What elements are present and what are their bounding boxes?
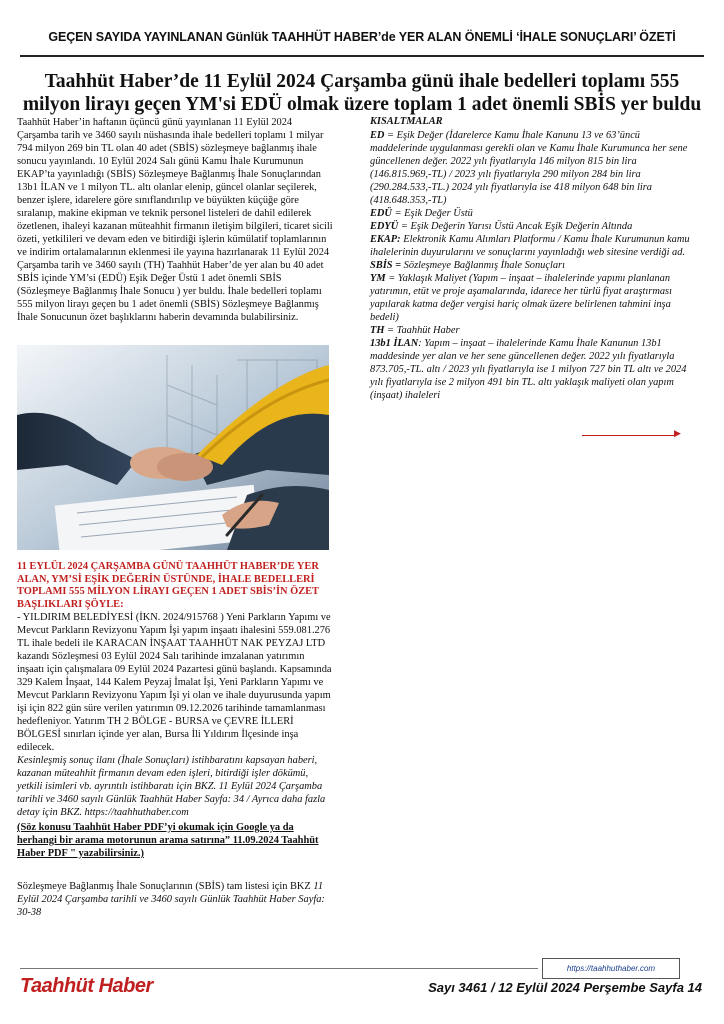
abbreviation-separator: =	[385, 273, 398, 284]
page-top-title: GEÇEN SAYIDA YAYINLANAN Günlük TAAHHÜT HABER’de YER ALAN ÖNEMLİ ‘İHALE SONUÇLARI’ ÖZETİ	[48, 30, 676, 44]
left-column	[17, 116, 333, 324]
left-lower-block	[17, 561, 333, 919]
abbreviation-separator: =	[391, 208, 405, 219]
website-link[interactable]: https://taahhuthaber.com	[542, 958, 680, 979]
abbreviation-item	[370, 337, 695, 402]
intro-paragraph: Taahhüt Haber’in haftanın üçüncü günü yayınlanan 11 Eylül 2024 Çarşamba tarih ve 3460 sayılı nüshasında ihale bedelleri toplamı 1 milyar 794 milyon 269 bin TL olan 40 adet (SBİS) sözleşmeye bağlanmış ihale sonucu yayınlandı. 10 Eylül 2024 Salı günü Kamu İhale Kurumunun EKAP’ta yayınladığı (SBİS) Sözleşmeye Bağlanmış İhale Sonuçlarından 13b1 İLAN ve 1 milyon TL. altı olanlar elenip, güncel olanlar seçilerek, benzer işlere, idarelere göre sınıflandırılıp ve büyükten küçüğe göre sıralanıp, makine ekipman ve teknik personel listeleri de dahil edilerek özetlenen, ihaleyi kazanan müteahhit firmanın iletişim bilgileri, ticaret sicili özeti, yetkilileri ve devam eden ve bitirdiği işlerin kümülatif toplamlarının ve indirim ortalamalarının eklenmesi ile yayına hazırlanarak 11 Eylül 2024 Çarşamba tarih ve 3460 sayılı (TH) Taahhüt Haber’de yer alan bu 40 adet SBİS içinde YM’si (EDÜ) Eşik Değer Üstü 1 adet önemli SBİS (Sözleşmeye Bağlanmış İhale Sonucu ) yer buldu. İhale bedelleri toplamı 555 milyon lirayı geçen bu 1 adet önemli (SBİS) Sözleşmeye Bağlanmış İhale Sonucunun özet başlıklarını haberin devamında bulabilirsiniz.	[17, 117, 333, 323]
tender-item: - YILDIRIM BELEDİYESİ (İKN. 2024/915768 ) Yeni Parkların Yapımı ve Mevcut Parkların Revizyonu Yapım İşi yapım inşaatı ihalesini 559.081.276 TL ihale bedeli ile KARACAN İNŞAAT TAAHHÜT NAK PEYZAJ LTD kazandı Sözleşmesi 03 Eylül 2024 Salı tarihinde imzalanan yatırımın inşaatı için çalışmalara 09 Eylül 2024 Pazartesi günü başlandı. Kapsamında 329 Kalem İnşaat, 144 Kalem Peyzaj İmalat İşi, Yeni Parkların Yapımı ve Mevcut Parkların Revizyonu Yapım İşi yi olan ve ihale duyurusunda yapım işi için 822 gün süre verilen yatırımın 09.12.2026 tarihinde tamamlanması hedefleniyor. Yatırım TH 2 BÖLGE - BURSA ve ÇEVRE İLLERİ BÖLGESİ sınırları içinde yer alan, Bursa İli Yıldırım İlçesinde inşa edilecek.	[17, 612, 332, 753]
abbreviation-text: Yapım – inşaat – ihalelerinde Kamu İhale Kanunun 13b1 maddesinde yer alan ve her sene güncellenen değer. 2022 yılı fiyatlarıyla 873.705,-TL. altı / 2023 yılı fiyatlarıyla ise 1 milyon 727 bin TL altı ve 2024 yılı fiyatlarıyla ise 2 milyon 491 bin TL. altı yaklaşık maliyeti olan yapım (inşaat) ihaleleri	[370, 338, 687, 401]
abbreviation-separator: =	[384, 325, 397, 336]
abbreviation-key: 13b1 İLAN	[370, 338, 419, 349]
top-divider	[20, 55, 704, 57]
abbreviation-key: TH	[370, 325, 385, 336]
full-list-prefix: Sözleşmeye Bağlanmış İhale Sonuçlarının (SBİS) tam listesi için BKZ	[17, 881, 314, 892]
article-photo	[17, 345, 329, 550]
full-list-source: 11 Eylül 2024 Çarşamba tarihli ve 3460 sayılı Günlük Taahhüt Haber Sayfa: 30-38	[17, 881, 325, 918]
abbreviations-panel	[370, 116, 695, 402]
abbreviation-key: EDYÜ	[370, 221, 399, 232]
abbreviation-text: Elektronik Kamu Alımları Platformu / Kamu İhale Kurumunun kamu ihalelerinin duyurularını ve sonuçlarını yayınladığı web sitesine verdiği ad.	[370, 234, 690, 258]
abbreviation-key: ED	[370, 130, 385, 141]
abbreviation-separator: :	[418, 338, 425, 349]
abbreviation-key: EDÜ	[370, 208, 392, 219]
brand-logo: Taahhüt Haber	[20, 975, 153, 997]
abbreviation-item	[370, 259, 695, 272]
summary-heading: 11 EYLÜL 2024 ÇARŞAMBA GÜNÜ TAAHHÜT HABER’DE YER ALAN, YM’Sİ EŞİK DEĞERİN ÜSTÜNDE, İHALE BEDELLERİ TOPLAMI 555 MİLYON LİRAYI GEÇEN 1 ADET SBİS’İN ÖZET BAŞLIKLARI ŞÖYLE:	[17, 561, 319, 610]
issue-info: Sayı 3461 / 12 Eylül 2024 Perşembe Sayfa 14	[428, 980, 702, 995]
abbreviation-key: EKAP:	[370, 234, 401, 245]
abbreviation-text: Eşik Değerin Yarısı Üstü Ancak Eşik Değerin Altında	[410, 221, 633, 232]
abbreviation-text: Sözleşmeye Bağlanmış İhale Sonuçları	[403, 260, 565, 271]
abbreviation-key: SBİS =	[370, 260, 402, 271]
handshake-photo-illustration	[17, 345, 329, 550]
abbreviation-key: YM	[370, 273, 386, 284]
right-triangle-icon[interactable]: ▶	[674, 429, 681, 439]
footer-divider	[20, 968, 538, 969]
abbreviations-list	[370, 129, 695, 402]
detail-note: Kesinleşmiş sonuç ilanı (İhale Sonuçları) istihbaratını kapsayan haberi, kazanan müteahhit firmanın devam eden işleri, bitirdiği işler dökümü, yetkili isimleri vb. ayrıntılı istihbaratı için BKZ. 11 Eylül 2024 Çarşamba tarihli ve 3460 sayılı Günlük Taahhüt Haber Sayfa: 34 / Ayrıca daha fazla detay için BKZ. https://taahhuthaber.com	[17, 755, 326, 818]
abbreviation-text: Eşik Değer Üstü	[404, 208, 473, 219]
abbreviation-text: Eşik Değer (İdarelerce Kamu İhale Kanunu 13 ve 63’üncü maddelerinde uygulanması gerekli olan ve Kamu İhale Kurumunca her sene güncellenen değer. 2022 yılı fiyatlarıyla 146 milyon 815 bin lira (146.815.969,-TL) / 2023 yılı fiyatlarıyla 290 milyon 284 bin lira (290.284.533,-TL.) 2024 yılı fiyatlarıyla ise 418 milyon 648 bin lira (418.648.353,-TL)	[370, 130, 688, 206]
abbreviation-item	[370, 233, 695, 259]
abbreviation-item	[370, 129, 695, 207]
pdf-search-note: (Söz konusu Taahhüt Haber PDF’yi okumak için Google ya da herhangi bir arama motorunun arama satırına” 11.09.2024 Taahhüt Haber PDF " yazabilirsiniz.)	[17, 822, 319, 859]
abbreviations-title: KISALTMALAR	[370, 116, 443, 127]
continue-rule	[582, 435, 674, 436]
abbreviation-text: Yaklaşık Maliyet (Yapım – inşaat – ihalelerinde yapımı planlanan yatırımın, etüt ve proje aşamalarında, idarece her türlü fiyat araştırması yapılarak katma değer vergisi hariç olmak üzere belirlenen tahmini inşa bedeli)	[370, 273, 672, 323]
abbreviation-item	[370, 324, 695, 337]
abbreviation-text: Taahhüt Haber	[396, 325, 460, 336]
abbreviation-separator: =	[398, 221, 411, 232]
abbreviation-item	[370, 207, 695, 220]
abbreviation-item	[370, 220, 695, 233]
headline: Taahhüt Haber’de 11 Eylül 2024 Çarşamba günü ihale bedelleri toplamı 555 milyon lirayı geçen YM'si EDÜ olmak üzere toplam 1 adet önemli SBİS yer buldu	[22, 71, 702, 115]
abbreviation-item	[370, 272, 695, 324]
abbreviation-separator: =	[384, 130, 397, 141]
full-list-reference	[17, 880, 333, 919]
